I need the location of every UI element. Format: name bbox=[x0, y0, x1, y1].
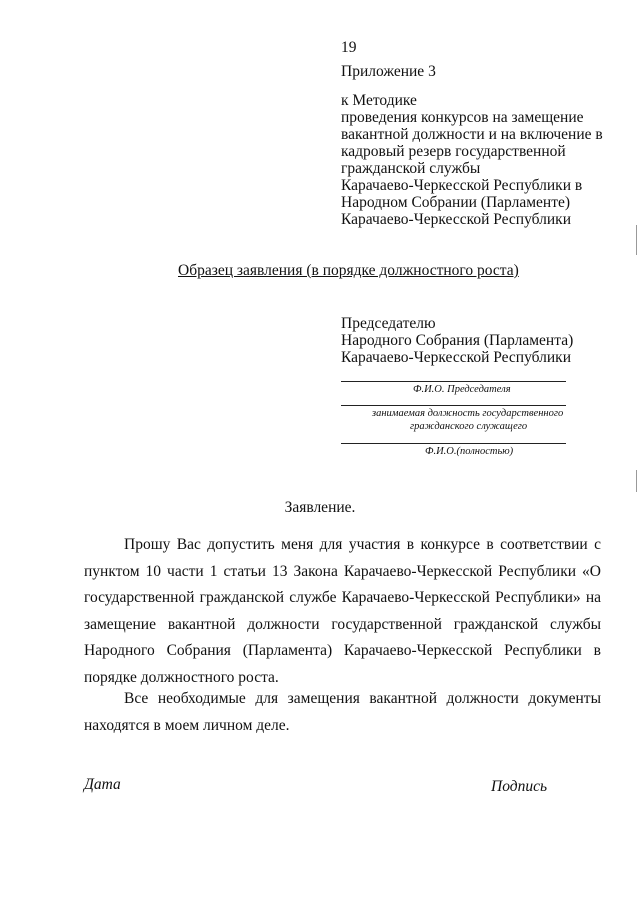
page-number: 19 bbox=[341, 39, 357, 56]
blank-line-position bbox=[341, 405, 566, 406]
blank-line-chair-name bbox=[341, 381, 566, 382]
blank-line-full-name bbox=[341, 443, 566, 444]
annex-line: гражданской службы bbox=[341, 160, 481, 177]
body-paragraph: Все необходимые для замещения вакантной должности документы находятся в моем личном деле. bbox=[84, 690, 601, 734]
addressee-line: Председателю bbox=[341, 315, 436, 332]
body-paragraph: Прошу Вас допустить меня для участия в конкурсе в соответствии с пунктом 10 части 1 статьи 13 Закона Карачаево-Черкесской Республики «О государственной гражданской службе Карачаево-Черкесской Республики» на замещение вакантной должности государственной гражданской службы Народного Собрания (Парламента) Карачаево-Черкесской Республики в порядке должностного роста. bbox=[84, 536, 601, 686]
signature-label: Подпись bbox=[491, 778, 548, 795]
annex-title: Приложение 3 bbox=[341, 63, 436, 80]
hint-position-1: занимаемая должность государственного bbox=[372, 408, 564, 419]
hint-position-2: гражданского служащего bbox=[410, 421, 528, 432]
annex-line: Карачаево-Черкесской Республики в bbox=[341, 177, 583, 194]
annex-line: проведения конкурсов на замещение bbox=[341, 109, 584, 126]
scan-edge-mark bbox=[636, 225, 637, 255]
hint-chair-name: Ф.И.О. Председателя bbox=[413, 384, 511, 395]
annex-line: вакантной должности и на включение в bbox=[341, 126, 603, 143]
statement-heading: Заявление. bbox=[284, 499, 356, 516]
annex-line: кадровый резерв государственной bbox=[341, 143, 566, 160]
sample-title: Образец заявления (в порядке должностного роста) bbox=[178, 262, 519, 279]
date-label: Дата bbox=[84, 776, 121, 793]
addressee-line: Карачаево-Черкесской Республики bbox=[341, 349, 571, 366]
annex-line: Народном Собрании (Парламенте) bbox=[341, 194, 571, 211]
addressee-line: Народного Собрания (Парламента) bbox=[341, 332, 574, 349]
scan-edge-mark bbox=[636, 470, 637, 492]
annex-line: Карачаево-Черкесской Республики bbox=[341, 211, 571, 228]
annex-line: к Методике bbox=[341, 92, 417, 109]
hint-full-name: Ф.И.О.(полностью) bbox=[425, 446, 514, 457]
